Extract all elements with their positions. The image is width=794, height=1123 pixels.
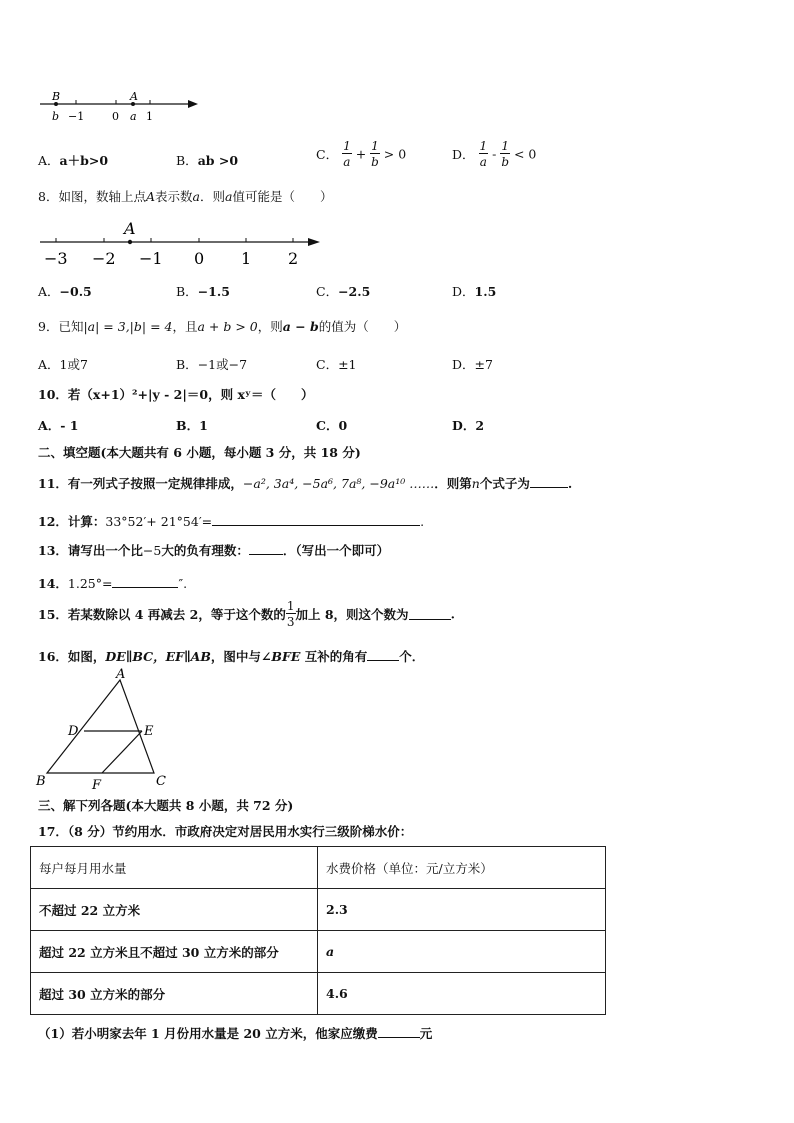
q14-stem: 14．1.25°= ″.	[38, 576, 188, 591]
q10-option-b: B．1	[176, 418, 208, 433]
tick-label-2: 2	[288, 249, 299, 268]
q7-option-b	[176, 151, 238, 169]
vertex-C: C	[156, 774, 166, 789]
q9-option-c: C．±1	[316, 357, 357, 372]
table-cell: 不超过 22 立方米	[31, 889, 318, 931]
table-header-usage: 每户每月用水量	[31, 847, 318, 889]
fraction-1-over-a: $\frac{1}{a}$	[479, 139, 488, 169]
table-row	[31, 889, 606, 931]
q8-stem: 8．如图，数轴上点A表示数a．则a值可能是（ ）	[38, 189, 333, 204]
q7-option-d	[452, 140, 536, 168]
fraction-1-over-b: $\frac{1}{b}$	[501, 139, 510, 169]
q13-stem: 13．请写出一个比−5大的负有理数： ．（写出一个即可）	[38, 543, 390, 558]
tick-label-1: 1	[241, 249, 252, 268]
water-price-table	[30, 846, 606, 1015]
q8-option-b: B．−1.5	[176, 284, 230, 299]
axis-label-minus1: −1	[68, 110, 85, 123]
q8-option-c: C．−2.5	[316, 284, 371, 299]
option-letter: B．	[176, 153, 198, 168]
section-heading-fill-in: 二、填空题(本大题共有 6 小题，每小题 3 分，共 18 分)	[38, 445, 361, 460]
table-cell: 超过 30 立方米的部分	[31, 973, 318, 1015]
axis-label-zero: 0	[112, 110, 119, 123]
q9-stem: 9．已知|a| = 3,|b| = 4，且a + b > 0，则a − b的值为（ ）	[38, 319, 407, 334]
q7-option-c	[316, 140, 406, 168]
q14-answer-blank[interactable]	[112, 577, 178, 588]
vertex-A: A	[116, 667, 126, 682]
q8-number-line	[36, 218, 336, 270]
q7-option-a	[38, 151, 108, 169]
q9-option-b: B．−1或−7	[176, 357, 248, 372]
option-letter: D．	[452, 147, 475, 162]
axis-label-b: b	[52, 110, 60, 123]
table-row	[31, 973, 606, 1015]
option-text: ab >0	[197, 153, 239, 168]
table-row	[31, 931, 606, 973]
q12-answer-blank[interactable]	[212, 515, 420, 526]
fraction-1-over-a: $\frac{1}{a}$	[343, 139, 351, 169]
q16-stem: 16．如图，DE∥BC，EF∥AB，图中与∠BFE 互补的角有 个．	[38, 649, 425, 664]
point-A-label: A	[124, 219, 136, 238]
vertex-D: D	[68, 724, 79, 739]
q9-option-a: A．1或7	[38, 357, 88, 372]
tick-label-neg2: −2	[92, 249, 116, 268]
fraction-one-third: $\frac{1}{3}$	[286, 599, 295, 629]
axis-label-B: B	[52, 90, 61, 103]
axis-label-A: A	[130, 90, 138, 103]
vertex-E: E	[144, 724, 154, 739]
q17-sub1: （1）若小明家去年 1 月份用水量是 20 立方米，他家应缴费 元	[38, 1026, 433, 1041]
q15-answer-blank[interactable]	[409, 609, 451, 620]
tick-label-0: 0	[194, 249, 205, 268]
tick-label-neg1: −1	[139, 249, 163, 268]
minus-sign: -	[492, 146, 497, 162]
axis-label-a: a	[130, 110, 137, 123]
table-cell: 2.3	[318, 889, 606, 931]
inequality: < 0	[513, 146, 537, 162]
q11-answer-blank[interactable]	[530, 477, 568, 488]
fraction-1-over-b: $\frac{1}{b}$	[371, 139, 379, 169]
q16-triangle-figure	[32, 665, 172, 795]
plus-sign: +	[355, 146, 367, 162]
vertex-F: F	[92, 778, 102, 793]
q13-answer-blank[interactable]	[249, 544, 283, 555]
option-text: a＋b>0	[59, 153, 109, 168]
q12-stem: 12．计算：33°52′+ 21°54′= .	[38, 514, 425, 529]
q17-sub1-answer-blank[interactable]	[378, 1027, 420, 1038]
q17-stem: 17．（8 分）节约用水．市政府决定对居民用水实行三级阶梯水价：	[38, 824, 413, 839]
vertex-B: B	[36, 774, 46, 789]
table-header-price: 水费价格（单位：元/立方米）	[318, 847, 606, 889]
table-cell: 4.6	[318, 973, 606, 1015]
q7-number-line	[36, 90, 206, 126]
section-heading-solve: 三、解下列各题(本大题共 8 小题，共 72 分)	[38, 798, 294, 813]
q10-option-d: D．2	[452, 418, 485, 433]
table-cell: a	[318, 931, 606, 973]
table-row	[31, 847, 606, 889]
axis-label-one: 1	[146, 110, 153, 123]
option-letter: C．	[316, 147, 339, 162]
table-cell: 超过 22 立方米且不超过 30 立方米的部分	[31, 931, 318, 973]
q16-answer-blank[interactable]	[367, 650, 399, 661]
q9-option-d: D．±7	[452, 357, 493, 372]
q15-stem: 15．若某数除以 4 再减去 2，等于这个数的 $\frac{1}{3}$ 加上 8，则这个数为 .	[38, 599, 455, 629]
tick-label-neg3: −3	[44, 249, 68, 268]
inequality: > 0	[383, 146, 407, 162]
q8-option-d: D．1.5	[452, 284, 497, 299]
q10-stem: 10．若（x+1）²+|y - 2|＝0，则 xʸ＝（ ）	[38, 387, 314, 402]
q10-option-a: A．- 1	[38, 418, 79, 433]
q8-option-a: A．−0.5	[38, 284, 92, 299]
q11-stem: 11．有一列式子按照一定规律排成，−a², 3a⁴, −5a⁶, 7a⁸, −9a¹⁰ ……．则第n个式子为 .	[38, 476, 573, 491]
q10-option-c: C．0	[316, 418, 348, 433]
option-letter: A．	[38, 153, 60, 168]
